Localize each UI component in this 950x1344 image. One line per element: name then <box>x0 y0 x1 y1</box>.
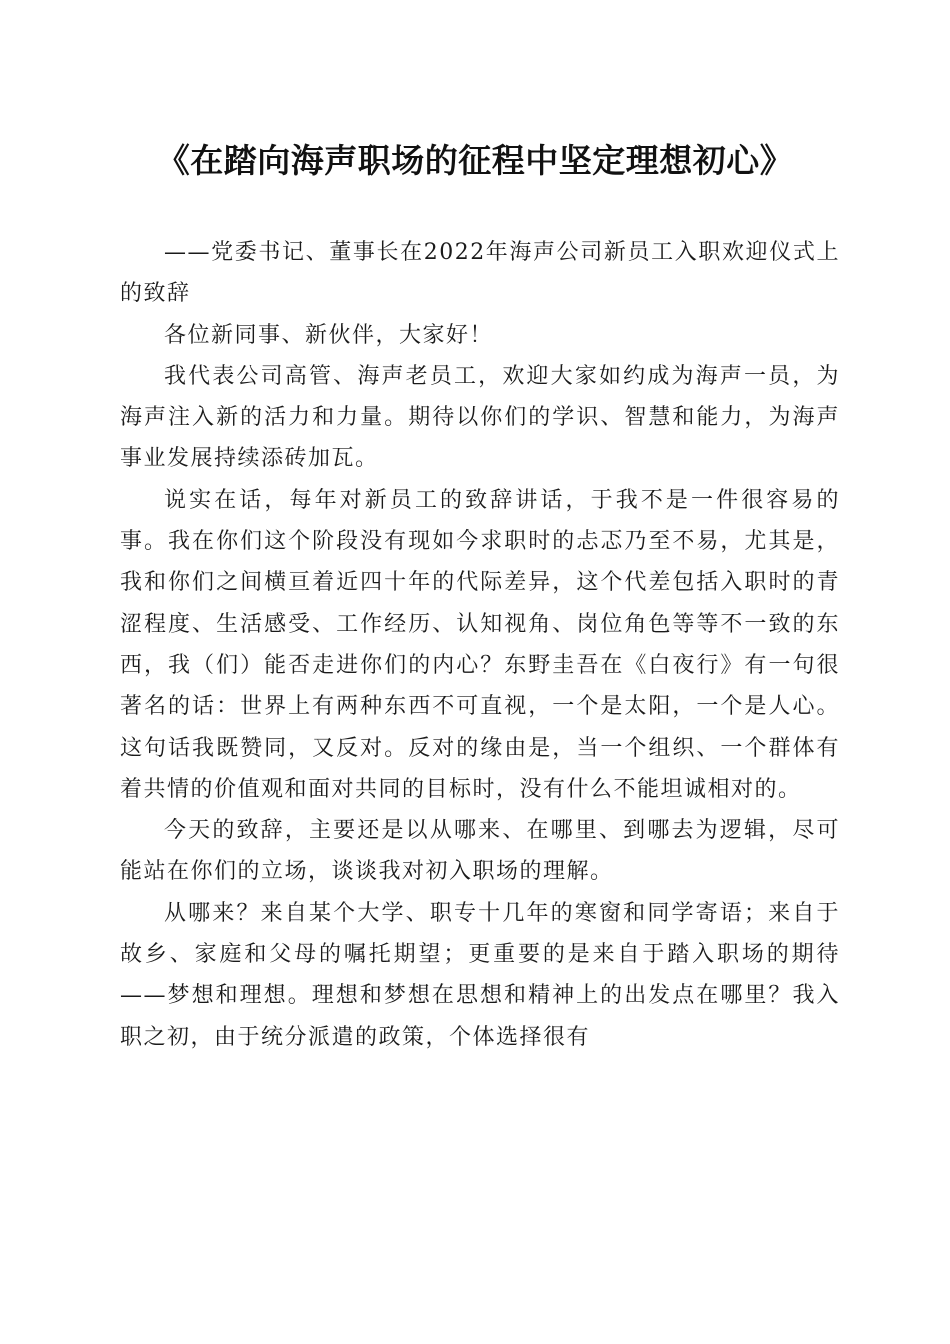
paragraph-outline: 今天的致辞，主要还是以从哪来、在哪里、到哪去为逻辑，尽可能站在你们的立场，谈谈我对初入职场的理解。 <box>120 818 840 885</box>
paragraph-origin: 从哪来？来自某个大学、职专十几年的寒窗和同学寄语；来自于故乡、家庭和父母的嘱托期望；更重要的是来自于踏入职场的期待——梦想和理想。理想和梦想在思想和精神上的出发点在哪里？我入职之初，由于统分派遣的政策，个体选择很有 <box>120 900 840 1050</box>
paragraph-welcome: 我代表公司高管、海声老员工，欢迎大家如约成为海声一员，为海声注入新的活力和力量。期待以你们的学识、智慧和能力，为海声事业发展持续添砖加瓦。 <box>120 363 840 472</box>
paragraph-reflection: 说实在话，每年对新员工的致辞讲话，于我不是一件很容易的事。我在你们这个阶段没有现如今求职时的忐忑乃至不易，尤其是，我和你们之间横亘着近四十年的代际差异，这个代差包括入职时的青涩程度、生活感受、工作经历、认知视角、岗位角色等等不一致的东西，我（们）能否走进你们的内心？东野圭吾在《白夜行》有一句很著名的话：世界上有两种东西不可直视，一个是太阳，一个是人心。这句话我既赞同，又反对。反对的缘由是，当一个组织、一个群体有着共情的价值观和面对共同的目标时，没有什么不能坦诚相对的。 <box>120 487 840 802</box>
document-subtitle: ——党委书记、董事长在2022年海声公司新员工入职欢迎仪式上的致辞 <box>120 240 840 307</box>
document-title: 《在踏向海声职场的征程中坚定理想初心》 <box>156 141 794 180</box>
paragraph-greeting: 各位新同事、新伙伴，大家好！ <box>164 322 494 348</box>
document-body <box>120 232 840 1058</box>
